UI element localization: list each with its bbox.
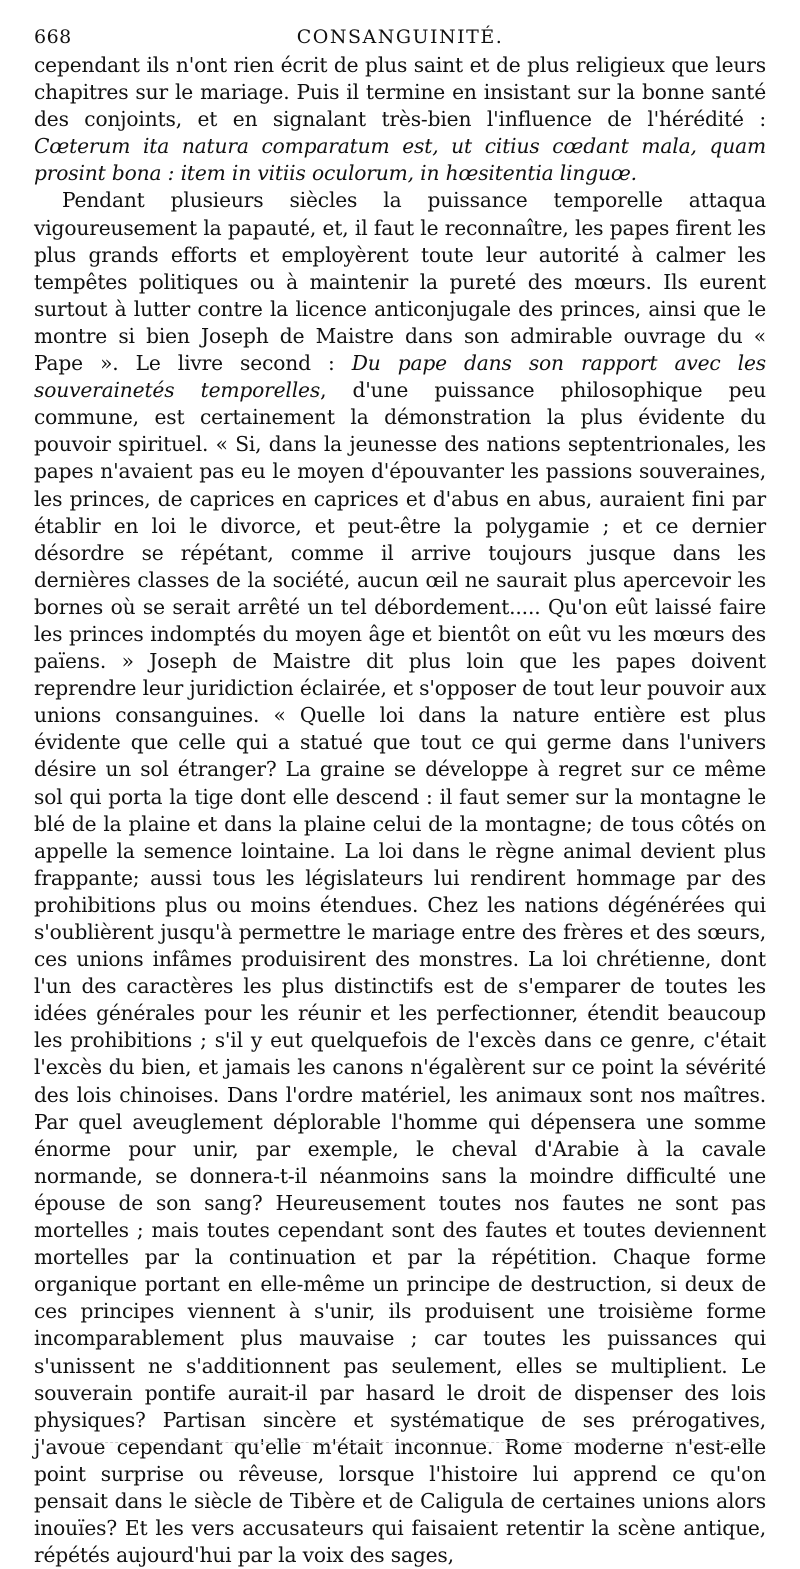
running-title: CONSANGUINITÉ.	[296, 26, 504, 48]
body-text	[34, 52, 766, 1569]
book-title-italic: Du pape dans son rapport avec les souverainetés temporelles	[34, 351, 766, 403]
book-page	[34, 22, 766, 1569]
paragraph-2-text-b: , d'une puissance philosophique peu commune, est certainement la démonstration la plus évidente du pouvoir spirituel. « Si, dans la jeunesse des nations septentrionales, les papes n'avaient pas eu le moyen d'épouvanter les passions souveraines, les princes, de caprices en caprices et d'abus en abus, auraient fini par établir en loi le divorce, et peut-être la polygamie ; et ce dernier désordre se répétant, comme il arrive toujours jusque dans les dernières classes de la société, aucun œil ne saurait plus apercevoir les bornes où se serait arrêté un tel débordement..... Qu'on eût laissé faire les princes indomptés du moyen âge et bientôt on eût vu les mœurs des païens. » Joseph de Maistre dit plus loin que les papes doivent reprendre leur juridiction éclairée, et s'opposer de tout leur pouvoir aux unions consanguines. « Quelle loi dans la nature entière est plus évidente que celle qui a statué que tout ce qui germe dans l'univers désire un sol étranger? La graine se développe à regret sur ce même sol qui porta la tige dont elle descend : il faut semer sur la montagne le blé de la plaine et dans la plaine celui de la montagne; de tous côtés on appelle la semence lointaine. La loi dans le règne animal devient plus frappante; aussi tous les législateurs lui rendirent hommage par des prohibitions plus ou moins étendues. Chez les nations dégénérées qui s'oublièrent jusqu'à permettre le mariage entre des frères et des sœurs, ces unions infâmes produisirent des monstres. La loi chrétienne, dont l'un des caractères les plus distinctifs est de s'emparer de toutes les idées générales pour les réunir et les perfectionner, étendit beaucoup les prohibitions ; s'il y eut quelquefois de l'excès dans ce genre, c'était l'excès du bien, et jamais les canons n'égalèrent sur ce point la sévérité des lois chinoises. Dans l'ordre matériel, les animaux sont nos maîtres. Par quel aveuglement déplorable l'homme qui dépensera une somme énorme pour unir, par exemple, le cheval d'Arabie à la cavale normande, se donnera-t-il néanmoins sans la moindre difficulté une épouse de son sang? Heureusement toutes nos fautes ne sont pas mortelles ; mais toutes cependant sont des fautes et toutes deviennent mortelles par la continuation et par la répétition. Chaque forme organique portant en elle-même un principe de destruction, si deux de ces principes viennent à s'unir, ils produisent une troisième forme incomparablement plus mauvaise ; car toutes les puissances qui s'unissent ne s'additionnent pas seulement, elles se multiplient. Le souverain pontife aurait-il par hasard le droit de dispenser des lois physiques? Partisan sincère et systématique de ses prérogatives, j'avoue cependant qu'elle m'était inconnue. Rome moderne n'est-elle point surprise ou rêveuse, lorsque l'histoire lui apprend ce qu'on pensait dans le siècle de Tibère et de Caligula de certaines unions alors inouïes? Et les vers accusateurs qui faisaient retentir la scène antique, répétés aujourd'hui par la voix des sages,	[34, 378, 767, 1568]
paragraph-2	[34, 187, 766, 1569]
paragraph-1-text: cependant ils n'ont rien écrit de plus saint et de plus religieux que leurs chapitres sur le mariage. Puis il termine en insistant sur la bonne santé des conjoints, et en signalant très-bien l'influence de l'hérédité :	[34, 53, 766, 132]
page-number: 668	[34, 26, 72, 48]
footer-rule	[80, 1442, 760, 1443]
running-header	[34, 22, 766, 52]
paragraph-1	[34, 52, 766, 187]
paragraph-2-text-a: Pendant plusieurs siècles la puissance temporelle attaqua vigoureusement la papauté, et, il faut le reconnaître, les papes firent les plus grands efforts et employèrent toute leur autorité à calmer les tempêtes politiques ou à maintenir la pureté des mœurs. Ils eurent surtout à lutter contre la licence anticonjugale des princes, ainsi que le montre si bien Joseph de Maistre dans son admirable ouvrage du « Pape ». Le livre second :	[34, 188, 766, 376]
latin-quotation: Cœterum ita natura comparatum est, ut citius cœdant mala, quam prosint bona : item in vitiis oculorum, in hœsitentia linguœ.	[34, 134, 766, 186]
